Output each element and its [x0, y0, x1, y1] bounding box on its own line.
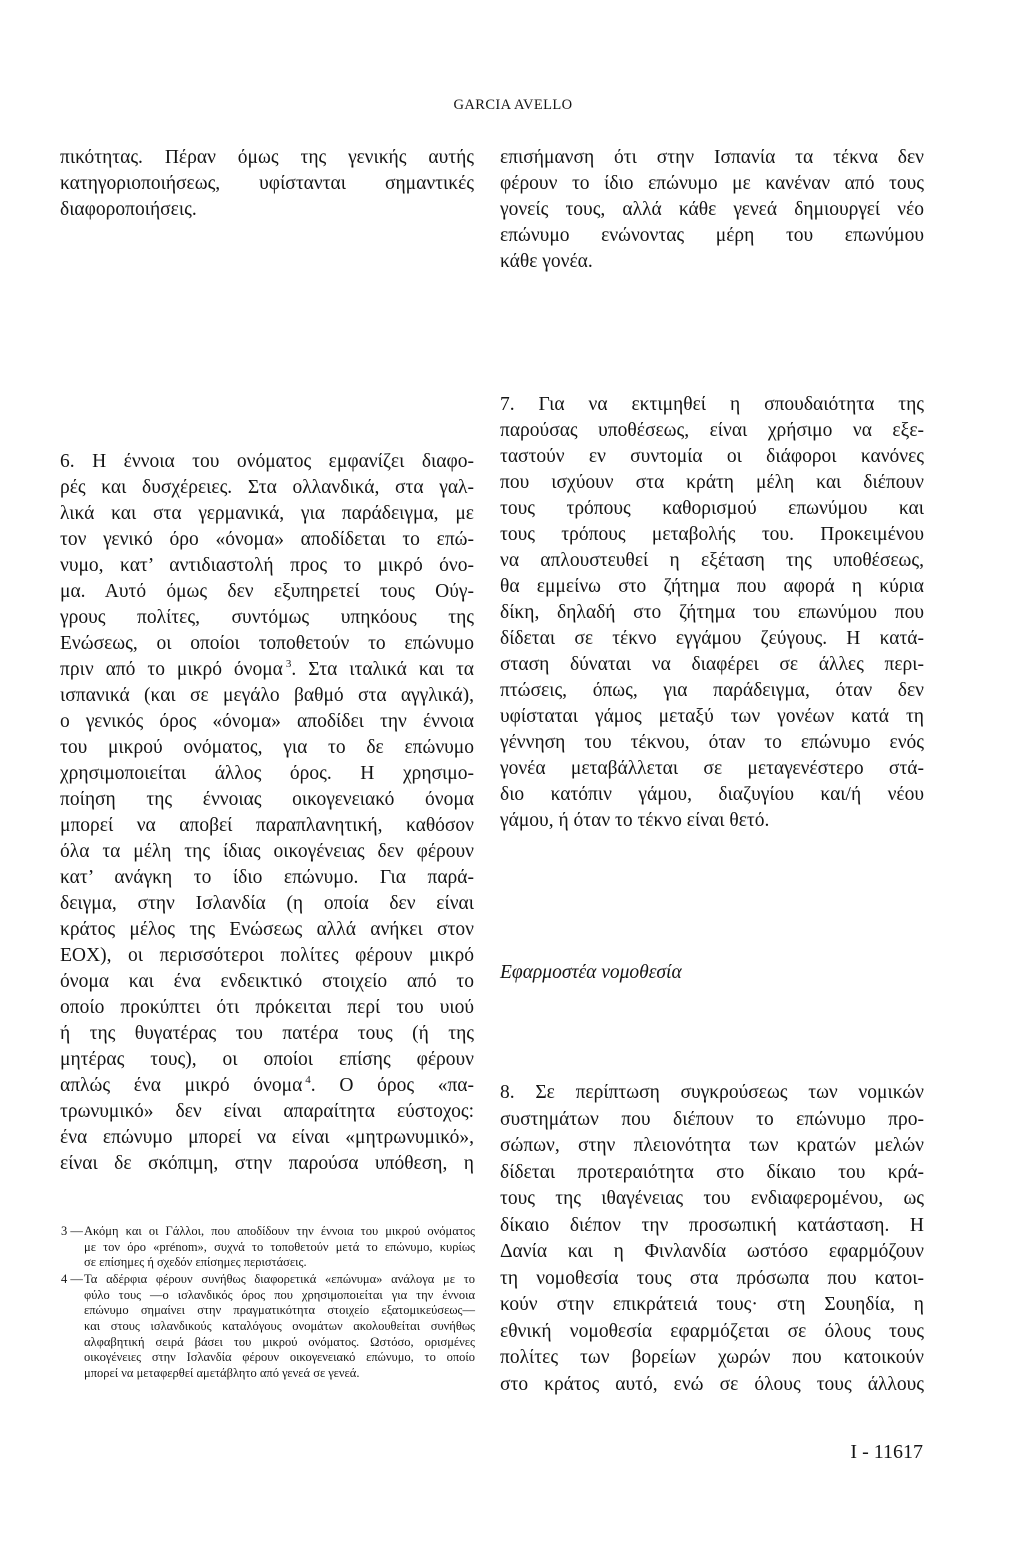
text-line: ο γενικός όρος «όνομα» αποδίδει την έννοια: [60, 711, 474, 732]
text-line: πτώσεις, όπως, για παράδειγμα, όταν δεν: [500, 680, 924, 701]
text-fragment: πριν από το μικρό όνομα: [60, 659, 283, 680]
text-line: πολίτες των βορείων χωρών που κατοικούν: [500, 1347, 924, 1368]
text-line: δίκαιο διέπον την προσωπική κατάσταση. Η: [500, 1214, 924, 1236]
text-line: Ακόμη και οι Γάλλοι, που αποδίδουν την έννοια του μικρού ονόματος: [84, 1224, 475, 1238]
text-line: πικότητας. Πέραν όμως της γενικής αυτής: [60, 147, 474, 168]
footnote-label: 4 —: [61, 1272, 83, 1287]
text-line: ρές και δυσχέρειες. Στα ολλανδικά, στα γαλ-: [60, 477, 474, 498]
text-line: δίδεται προτεραιότητα στο δίκαιο του κρά-: [500, 1161, 924, 1183]
text-line: διαφοροποιήσεις.: [60, 199, 197, 220]
text-line: σώπων, στην πλειονότητα των κρατών μελών: [500, 1135, 924, 1156]
text-line: Ενώσεως, οι οποίοι τοποθετούν το επώνυμο: [60, 633, 474, 654]
text-line: γάμου, ή όταν το τέκνο είναι θετό.: [500, 810, 770, 831]
text-line: [60, 657, 474, 683]
text-line: κατ’ ανάγκη το ίδιο επώνυμο. Για παρά-: [60, 867, 474, 888]
text-line: σταση δύναται να διαφέρει σε άλλες περι-: [500, 654, 924, 675]
paragraph-6: [60, 449, 474, 1177]
text-fragment: απλώς ένα μικρό όνομα: [60, 1075, 303, 1096]
paragraph-7: [500, 392, 924, 834]
text-line: όλα τα μέλη της ίδιας οικογένειας δεν φέρουν: [60, 841, 474, 862]
text-line: θα εμμείνω στο ζήτημα που αφορά η κύρια: [500, 576, 924, 597]
text-line: 6. Η έννοια του ονόματος εμφανίζει διαφο-: [60, 451, 474, 472]
text-line: γέννηση του τέκνου, όταν το επώνυμο ενός: [500, 732, 924, 753]
text-line: οικογένειες στην Ισλανδία φέρουν οικογενειακό επώνυμο, το οποίο: [84, 1350, 475, 1365]
text-line: ταστούν εν συντομία οι διάφοροι κανόνες: [500, 446, 924, 467]
text-line: γονέα μεταβάλλεται σε μεταγενέστερο στά-: [500, 758, 924, 779]
paragraph-8: [500, 1080, 924, 1398]
text-line: όνομα και ένα ενδεικτικό στοιχείο από το: [60, 971, 474, 992]
left-continued-paragraph: [60, 145, 474, 223]
footnote-3: [60, 1224, 475, 1271]
text-line: επώνυμο σημαίνει στην πραγματικότητα στοιχείο εξατομικεύσεως—: [84, 1303, 475, 1318]
text-line: τους τρόπους μεταβολής του. Προκειμένου: [500, 524, 924, 545]
text-line: μπορεί να μεταφερθεί αμετάβλητο από γενεά σε γενεά.: [84, 1365, 360, 1380]
text-line: επώνυμο ενώνοντας μέρη του επωνύμου: [500, 225, 924, 246]
footnotes: [60, 1224, 475, 1381]
text-line: νυμο, κατ’ αντιδιαστολή προς το μικρό όνο-: [60, 555, 474, 576]
text-line: κούν στην επικράτειά τους· στη Σουηδία, η: [500, 1294, 924, 1315]
text-line: δίδεται σε τέκνο εγγάμου ζεύγους. Η κατά-: [500, 628, 924, 649]
text-line: και στους ισλανδικούς καταλόγους ονομάτων ακολουθείται συνήθως: [84, 1319, 475, 1334]
text-line: [60, 1073, 474, 1099]
text-line: τους της ιθαγένειας του ενδιαφερομένου, ως: [500, 1188, 924, 1209]
running-header: GARCIA AVELLO: [453, 97, 573, 113]
text-line: είναι δε σκόπιμη, στην παρούσα υπόθεση, η: [60, 1153, 474, 1174]
text-line: συστημάτων που διέπουν το επώνυμο προ-: [500, 1108, 924, 1130]
text-line: ή της θυγατέρας του πατέρα τους (ή της: [60, 1023, 474, 1044]
footnote-label: 3 —: [61, 1224, 83, 1238]
text-line: σε επίσημες ή σχεδόν επίσημες περιστάσεις.: [84, 1255, 307, 1270]
text-line: χρησιμοποιείται άλλος όρος. Η χρησιμο-: [60, 763, 474, 784]
text-line: Τα αδέρφια φέρουν συνήθως διαφορετικά «επώνυμα» ανάλογα με το: [84, 1272, 475, 1287]
text-line: υφίσταται γάμος μεταξύ των γονέων κατά τη: [500, 706, 924, 727]
text-line: φέρουν το ίδιο επώνυμο με κανέναν από τους: [500, 173, 924, 194]
page-number: I - 11617: [850, 1441, 923, 1463]
text-line: τον γενικό όρο «όνομα» αποδίδεται το επώ-: [60, 529, 474, 550]
text-line: με τον όρο «prénom», συχνά το τοποθετούν μετά το επώνυμο, κυρίως: [84, 1239, 475, 1254]
footnote-text: [84, 1224, 475, 1271]
text-line: ισπανικά (και σε μεγάλο βαθμό στα αγγλικά),: [60, 685, 474, 706]
footnote-4: [60, 1272, 475, 1381]
text-line: αλφαβητική σειρά βάσει του μικρού ονόματος. Ωστόσο, ορισμένες: [84, 1334, 475, 1349]
text-line: οποίο προκύπτει ότι πρόκειται περί του υιού: [60, 997, 474, 1018]
text-line: τρωνυμικό» δεν είναι απαραίτητα εύστοχος:: [60, 1101, 474, 1122]
text-fragment: . Στα ιταλικά και τα: [291, 659, 474, 680]
text-line: τους τρόπους καθορισμού επωνύμου και: [500, 498, 924, 519]
footnote-reference: 4: [305, 1074, 311, 1086]
text-line: 8. Σε περίπτωση συγκρούσεως των νομικών: [500, 1082, 924, 1103]
text-line: κράτος μέλος της Ενώσεως αλλά ανήκει στον: [60, 919, 474, 940]
text-line: που ισχύουν στα κράτη μέλη και διέπουν: [500, 472, 924, 493]
footnote-reference: 3: [285, 658, 292, 670]
text-line: ΕΟΧ), οι περισσότεροι πολίτες φέρουν μικρό: [60, 945, 474, 966]
text-line: μα. Αυτό όμως δεν εξυπηρετεί τους Ούγ-: [60, 581, 474, 602]
text-fragment: . Ο όρος «πα-: [310, 1075, 475, 1096]
text-line: παρούσας υποθέσεως, είναι χρήσιμο να εξε-: [500, 420, 924, 441]
text-line: εθνική νομοθεσία εφαρμόζεται σε όλους τους: [500, 1320, 924, 1342]
text-line: φύλο τους —ο ισλανδικός όρος που χρησιμοποιείται για την έννοια: [84, 1287, 475, 1302]
text-line: 7. Για να εκτιμηθεί η σπουδαιότητα της: [500, 394, 924, 415]
text-line: μπορεί να αποβεί παραπλανητική, καθόσον: [60, 815, 474, 836]
text-line: διο κατόπιν γάμου, διαζυγίου και/ή νέου: [500, 784, 924, 805]
text-line: δειγμα, στην Ισλανδία (η οποία δεν είναι: [60, 893, 474, 914]
text-line: τη νομοθεσία τους στα πρόσωπα που κατοι-: [500, 1267, 924, 1289]
text-line: Δανία και η Φινλανδία ωστόσο εφαρμόζουν: [500, 1241, 924, 1262]
text-line: επισήμανση ότι στην Ισπανία τα τέκνα δεν: [500, 147, 924, 168]
text-line: του μικρού ονόματος, για το δε επώνυμο: [60, 737, 474, 758]
text-line: ένα επώνυμο μπορεί να είναι «μητρωνυμικό»,: [60, 1127, 474, 1148]
right-continued-paragraph: [500, 145, 924, 275]
text-line: γρους πολίτες, συντόμως υπηκόους της: [60, 607, 474, 628]
section-heading: Εφαρμοστέα νομοθεσία: [500, 962, 682, 983]
text-line: ποίηση της έννοιας οικογενειακό όνομα: [60, 789, 474, 810]
text-line: γονείς τους, αλλά κάθε γενεά δημιουργεί νέο: [500, 199, 924, 220]
text-line: δίκη, δηλαδή στο ζήτημα του επωνύμου που: [500, 602, 924, 623]
footnote-text: [84, 1272, 475, 1381]
text-line: μητέρας τους), οι οποίοι επίσης φέρουν: [60, 1049, 474, 1070]
text-line: λικά και στα γερμανικά, για παράδειγμα, με: [60, 503, 474, 524]
text-line: στο κράτος αυτό, ενώ σε όλους τους άλλους: [500, 1373, 924, 1395]
text-line: κατηγοριοποιήσεως, υφίστανται σημαντικές: [60, 173, 474, 194]
text-line: να απλουστευθεί η εξέταση της υποθέσεως,: [500, 550, 924, 571]
text-line: κάθε γονέα.: [500, 251, 593, 272]
